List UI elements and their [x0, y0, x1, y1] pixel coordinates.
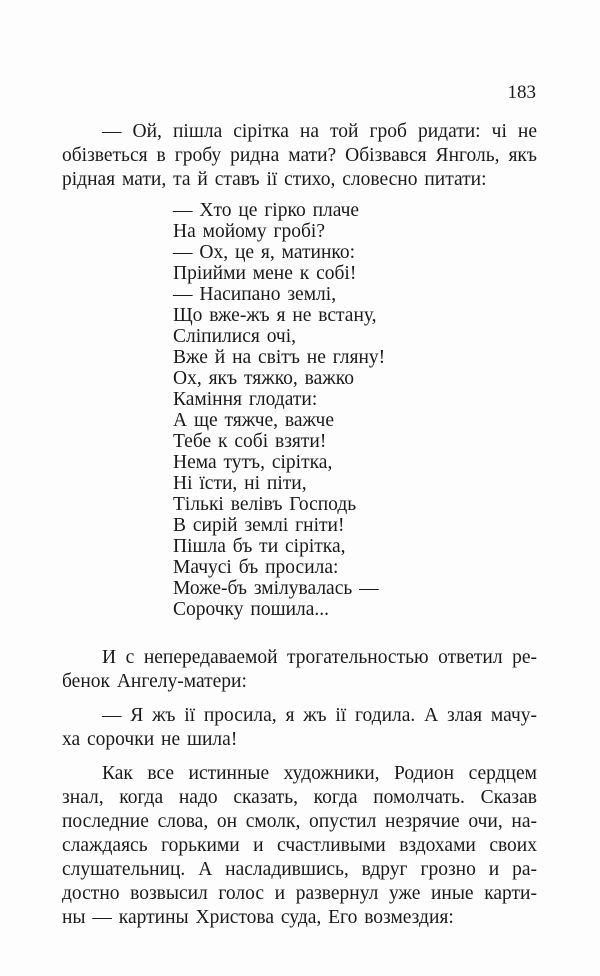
text-line: знал, когда надо сказать, когда помолчать. Сказав — [62, 787, 537, 808]
poem-line: Тількі велівъ Господь — [173, 494, 357, 515]
text-line: последние слова, он смолк, опустил незрячие очи, на- — [62, 811, 537, 832]
text-line: достно возвысил голос и развернул уже иные карти- — [62, 883, 537, 904]
text-line: Как все истинные художники, Родион сердцем — [102, 763, 537, 784]
poem-line: Мачусі бъ просила: — [173, 557, 339, 578]
poem-line: Що вже-жъ я не встану, — [173, 305, 377, 326]
paragraph-intro — [62, 120, 537, 192]
poem-line: — Хто це гірко плаче — [173, 200, 360, 221]
poem-line: Сорочку пошила... — [173, 599, 330, 620]
text-line: ны — картины Христова суда, Его возмездия: — [62, 907, 454, 928]
paragraph-rodion — [62, 762, 537, 930]
text-line: рідная мати, та й ставъ ії стихо, словесно питати: — [62, 169, 487, 190]
poem-line: Пріийми мене к собі! — [173, 263, 357, 284]
poem-line: — Ох, це я, матинко: — [173, 242, 356, 263]
poem-line: Тебе к собі взяти! — [173, 431, 327, 452]
poem-line: Ні їсти, ні піти, — [173, 473, 307, 494]
poem-line: В сирій землі гніти! — [173, 515, 345, 536]
page-number: 183 — [507, 82, 536, 103]
text-line: слаждаясь горькими и счастливыми вздохами своих — [62, 835, 537, 856]
text-line: ха сорочки не шила! — [62, 729, 238, 750]
poem-line: Сліпилися очі, — [173, 326, 297, 347]
poem-line: — Насипано землі, — [173, 284, 337, 305]
poem — [173, 200, 385, 620]
poem-line: Каміння глодати: — [173, 389, 318, 410]
poem-line: Може-бъ змілувалась — — [173, 578, 379, 599]
text-line: — Я жъ ії просила, я жъ ії годила. А злая мачу- — [102, 705, 537, 726]
poem-line: На мойому гробі? — [173, 221, 325, 242]
poem-line: Нема тутъ, сірітка, — [173, 452, 333, 473]
poem-line: Пішла бъ ти сірітка, — [173, 536, 346, 557]
text-line: обізветься в гробу ридна мати? Обізвався Янголь, якъ — [62, 145, 537, 166]
paragraph-reply — [62, 646, 537, 694]
paragraph-child-speech — [62, 704, 537, 752]
text-line: И с непередаваемой трогательностью ответил ре- — [102, 647, 537, 668]
text-line: — Ой, пішла сірітка на той гроб ридати: чі не — [102, 121, 537, 142]
poem-line: А ще тяжче, важче — [173, 410, 334, 431]
text-line: слушательниц. А насладившись, вдруг грозно и ра- — [62, 859, 537, 880]
poem-line: Ох, якъ тяжко, важко — [173, 368, 354, 389]
poem-line: Вже й на світъ не гляну! — [173, 347, 386, 368]
text-line: бенок Ангелу-матери: — [62, 671, 247, 692]
